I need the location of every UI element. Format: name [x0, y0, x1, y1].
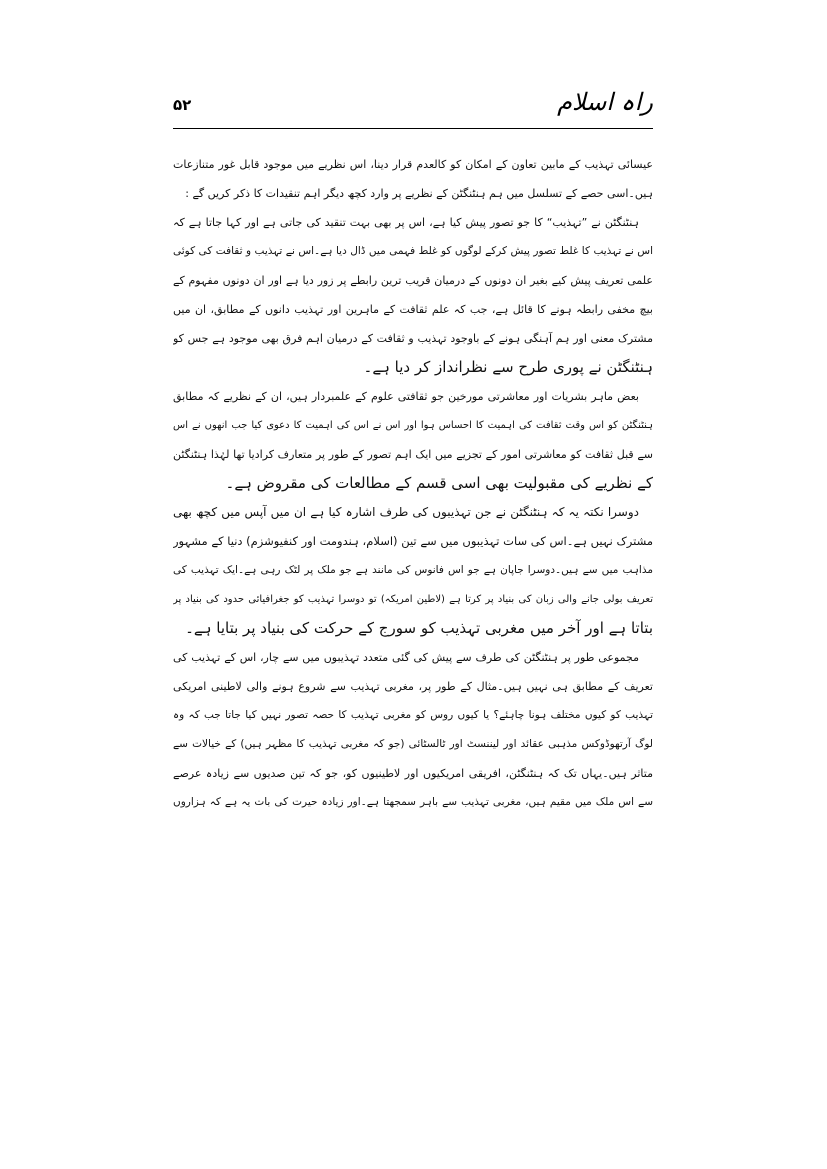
text-line: مجموعی طور پر ہنٹنگٹن کی طرف سے پیش کی گئی متعدد تہذیبوں میں سے چار، اس کے تہذیب کی — [173, 651, 639, 664]
body-text — [173, 150, 653, 817]
text-line: متاثر ہیں۔یہاں تک کہ ہنٹنگٹن، افریقی امریکیوں اور لاطینیوں کو، جو کہ تین صدیوں سے زیادہ عرصے — [173, 767, 653, 780]
text-line: ہیں۔اسی حصے کے تسلسل میں ہم ہنٹنگٹن کے نظریے پر وارد کچھ دیگر اہم تنقیدات کا ذکر کریں گے : — [185, 187, 653, 200]
text-line: عیسائی تہذیب کے مابین تعاون کے امکان کو کالعدم قرار دینا، اس نظریے میں موجود قابل غور متنازعات — [173, 158, 653, 171]
text-line: تہذیب کو کیوں مختلف ہونا چاہئے؟ یا کیوں روس کو مغربی تہذیب کا حصہ تصور نہیں کیا جاتا جب کہ وہ — [173, 709, 653, 721]
book-title-logo: راہ اسلام — [557, 88, 653, 116]
text-line: تعریف کے مطابق ہی نہیں ہیں۔مثال کے طور پر، مغربی تہذیب سے شروع ہونے والی لاطینی امریکی — [173, 680, 653, 693]
text-line: بعض ماہر بشریات اور معاشرتی مورخین جو ثقافتی علوم کے علمبردار ہیں، ان کے نظریے کہ مطابق — [173, 390, 639, 403]
text-line: مشترک معنی اور ہم آہنگی ہونے کے باوجود تہذیب و ثقافت کے درمیان اہم فرق بھی موجود ہے جس کو — [173, 332, 653, 345]
text-line: ہنٹنگٹن کو اس وقت ثقافت کی اہمیت کا احساس ہوا اور اس نے اس کی اہمیت کا دعوی کیا جب انھوں نے اس — [173, 420, 653, 431]
text-line: مشترک نہیں ہے۔اس کی سات تہذیبوں میں سے تین (اسلام، ہندومت اور کنفیوشزم) دنیا کے مشہور — [173, 534, 653, 548]
text-line: لوگ آرتھوڈوکس مذہبی عقائد اور لیننسٹ اور ٹالسٹائی (جو کہ مغربی تہذیب کا مظہر ہیں) کے خیالات سے — [173, 738, 653, 750]
text-line: کے نظریے کی مقبولیت بھی اسی قسم کے مطالعات کی مقروض ہے۔ — [225, 474, 653, 492]
page-number: ۵۲ — [173, 96, 192, 114]
page-header — [173, 82, 653, 128]
text-line: اس نے تہذیب کا غلط تصور پیش کرکے لوگوں کو غلط فہمی میں ڈال دیا ہے۔اس نے تہذیب و ثقافت کی کوئی — [173, 245, 653, 257]
header-divider — [173, 128, 653, 129]
text-line: بتاتا ہے اور آخر میں مغربی تہذیب کو سورج کے حرکت کی بنیاد پر بتایا ہے۔ — [185, 619, 653, 637]
text-line: علمی تعریف پیش کیے بغیر ان دونوں کے درمیان قریب ترین رابطے پر زور دیا ہے اور ان دونوں مفہوم کے — [173, 274, 653, 287]
text-line: سے قبل ثقافت کو معاشرتی امور کے تجزیے میں ایک اہم تصور کے طور پر متعارف کرادیا تھا لہٰذا ہنٹنگٹن — [173, 448, 653, 461]
text-line: مذاہب میں سے ہیں۔دوسرا جاپان ہے جو اس فانوس کی مانند ہے جو ملک پر لٹک رہی ہے۔ایک تہذیب کی — [173, 564, 653, 576]
text-line: تعریف بولی جانے والی زبان کی بنیاد پر کرتا ہے (لاطین امریکہ) تو دوسرا تہذیب کو جغرافیائی حدود کی بنیاد پر — [173, 594, 653, 605]
text-line: سے اس ملک میں مقیم ہیں، مغربی تہذیب سے باہر سمجھتا ہے۔اور زیادہ حیرت کی بات یہ ہے کہ ہزاروں — [173, 796, 653, 808]
text-line: ہنٹنگٹن نے ”تہذیب“ کا جو تصور پیش کیا ہے، اس پر بھی بہت تنقید کی جاتی ہے اور کہا جاتا ہے کہ — [173, 216, 639, 229]
text-line: ہنٹنگٹن نے پوری طرح سے نظرانداز کر دیا ہے۔ — [363, 358, 653, 376]
text-line: دوسرا نکتہ یہ کہ ہنٹنگٹن نے جن تہذیبوں کی طرف اشارہ کیا ہے ان میں آپس میں کچھ بھی — [173, 505, 639, 519]
text-line: بیچ مخفی رابطہ ہونے کا قائل ہے، جب کہ علم ثقافت کے ماہرین اور تہذیب دانوں کے مطابق، ان میں — [173, 303, 653, 316]
